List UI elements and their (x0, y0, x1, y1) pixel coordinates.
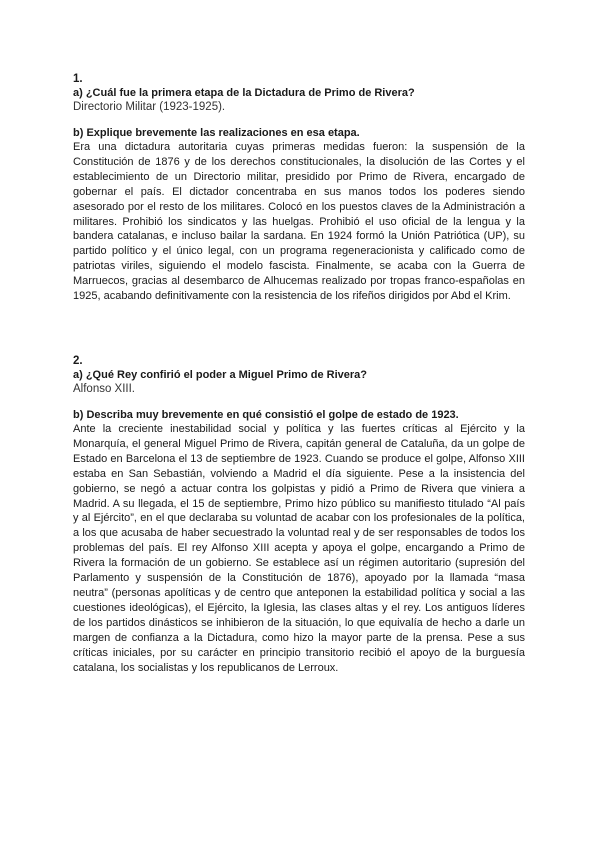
section-1-number: 1. (73, 73, 83, 85)
section-2-number: 2. (73, 355, 83, 367)
section-1-question-a: a) ¿Cuál fue la primera etapa de la Dictadura de Primo de Rivera? (73, 87, 415, 99)
section-2-answer-b: Ante la creciente inestabilidad social y política y las fuertes críticas al Ejército y la Monarquía, el general Miguel Primo de Rivera, capitán general de Cataluña, da un golpe de Estado en Barcelona el 13 de septiembre de 1923. Cuando se produce el golpe, Alfonso XIII estaba en San Sebastián, volviendo a Madrid el día siguiente. Pese a la insistencia del gobierno, se negó a actuar contra los golpistas y pidió a Primo de Rivera que viniera a Madrid. A su llegada, el 15 de septiembre, Primo hizo público su manifiesto titulado “Al país y al Ejército”, en el que declaraba su voluntad de acabar con los profesionales de la política, a los que acusaba de haber secuestrado la voluntad real y de ser responsables de todos los problemas del país. El rey Alfonso XIII acepta y apoya el golpe, encargando a Primo de Rivera la formación de un gobierno. Se establece así un régimen autoritario (supresión del Parlamento y suspensión de la Constitución de 1876), apoyado por la llamada “masa neutra” (personas apolíticas y de centro que anteponen la estabilidad política y social a las cuestiones ideológicas), el Ejército, la Iglesia, las clases altas y el rey. Los antiguos líderes de los partidos dinásticos se inhibieron de la situación, lo que equivalía de hecho a darle un margen de confianza a la Dictadura, como hizo la mayor parte de la prensa. Pese a sus críticas iniciales, por su carácter en principio transitorio recibió el apoyo de la burguesía catalana, los socialistas y los republicanos de Lerroux. (73, 423, 525, 674)
section-1 (73, 72, 525, 304)
section-1-question-b: b) Explique brevemente las realizaciones en esa etapa. (73, 127, 360, 139)
section-2-question-b: b) Describa muy brevemente en qué consistió el golpe de estado de 1923. (73, 409, 459, 421)
section-2-answer-a: Alfonso XIII. (73, 383, 136, 395)
section-2 (73, 354, 525, 675)
section-2-question-a: a) ¿Qué Rey confirió el poder a Miguel Primo de Rivera? (73, 369, 368, 381)
section-1-answer-a: Directorio Militar (1923-1925). (73, 101, 226, 113)
section-1-answer-b: Era una dictadura autoritaria cuyas primeras medidas fueron: la suspensión de la Constitución de 1876 y de los derechos constitucionales, la disolución de las Cortes y el establecimiento de un Directorio militar, presidido por Primo de Rivera, encargado de gobernar el país. El dictador concentraba en sus manos todos los poderes siendo asesorado por el resto de los militares. Colocó en los puestos claves de la Administración a militares. Prohibió los sindicatos y las huelgas. Prohibió el uso oficial de la lengua y la bandera catalanas, e incluso bailar la sardana. En 1924 formó la Unión Patriótica (UP), su partido político y el único legal, con un programa regeneracionista y calificado como de patriotas viriles, siguiendo el modelo fascista. Finalmente, se acaba con la Guerra de Marruecos, gracias al desembarco de Alhucemas realizado por tropas franco-españolas en 1925, acabando definitivamente con la resistencia de los rifeños dirigidos por Abd el Krim. (73, 141, 525, 303)
